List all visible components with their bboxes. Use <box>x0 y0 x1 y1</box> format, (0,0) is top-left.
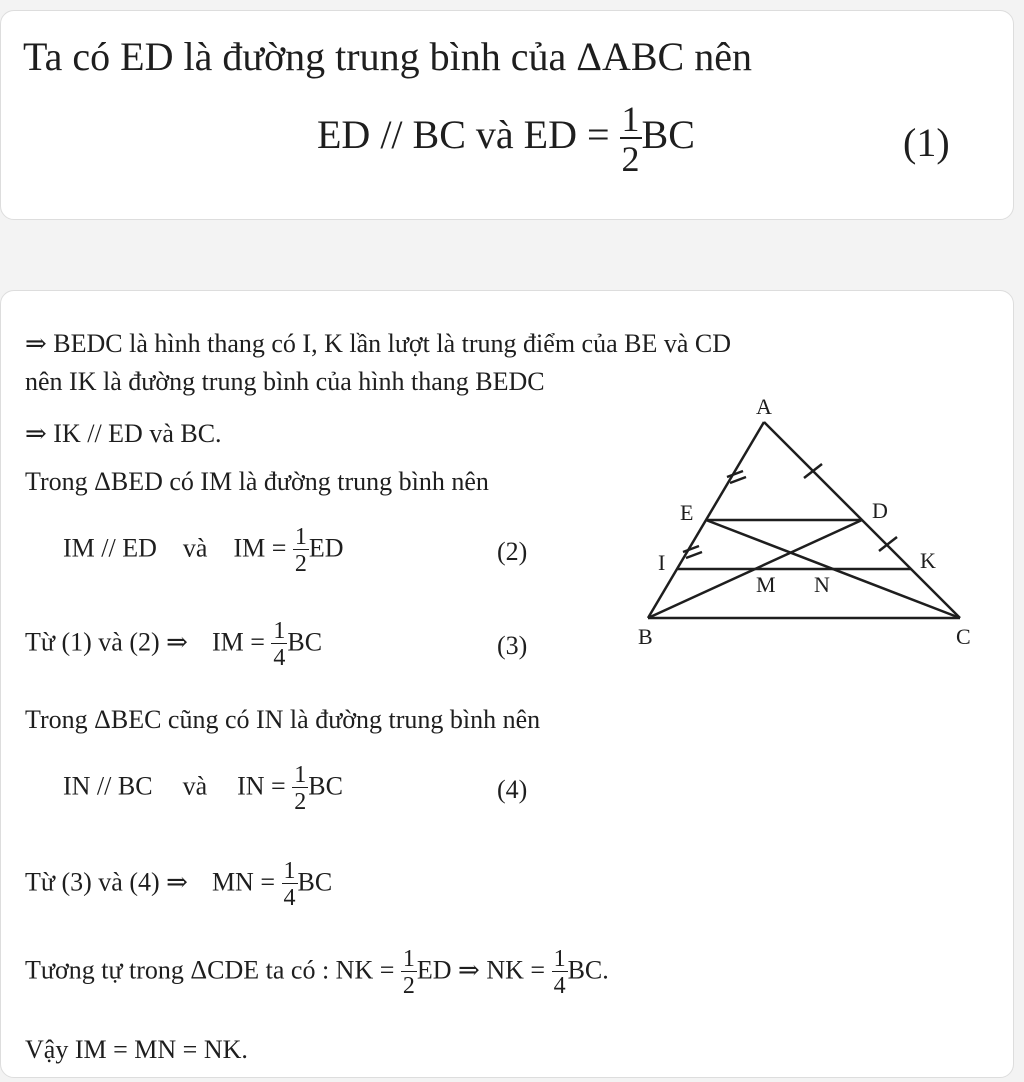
numerator: 1 <box>283 858 296 884</box>
numerator: 1 <box>294 762 307 788</box>
triangle-figure <box>630 392 980 662</box>
proof-line-4: Trong ΔBED có IM là đường trung bình nên <box>25 467 489 496</box>
eq5-part-d: BC <box>297 867 333 897</box>
denominator: 2 <box>402 973 415 999</box>
denominator: 4 <box>273 645 286 671</box>
equation-1 <box>317 101 695 177</box>
fraction-one-quarter <box>282 859 298 910</box>
equation-tag-1: (1) <box>903 120 950 165</box>
eq4-part-d: BC <box>308 771 343 801</box>
fraction-one-half <box>292 763 308 814</box>
fraction-one-half <box>293 525 309 576</box>
numerator: 1 <box>402 946 415 972</box>
eq3-part-d: BC <box>287 627 323 657</box>
equation-4 <box>63 763 343 814</box>
tick-ei-2 <box>686 552 702 558</box>
proof-line-3: ⇒ IK // ED và BC. <box>25 419 222 448</box>
label-n: N <box>814 572 830 597</box>
denominator: 2 <box>621 139 640 179</box>
eq2-part-a: IM // ED <box>63 533 157 563</box>
label-e: E <box>680 500 694 525</box>
eq4-part-a: IN // BC <box>63 771 153 801</box>
fraction-one-quarter <box>552 947 568 998</box>
numerator: 1 <box>553 946 566 972</box>
figure-lines <box>648 422 960 618</box>
numerator: 1 <box>294 524 307 550</box>
eq5-part-a: Từ (3) và (4) ⇒ <box>25 867 188 897</box>
eq2-part-d: ED <box>308 533 344 563</box>
eq3-part-c: IM = <box>211 627 265 657</box>
equation-tag-4: (4) <box>497 775 528 804</box>
label-d: D <box>872 498 888 523</box>
proof-line-1: ⇒ BEDC là hình thang có I, K lần lượt là trung điểm của BE và CD <box>25 329 731 358</box>
eq6-part-a: Tương tự trong ΔCDE ta có : NK = <box>25 955 395 985</box>
eq4-part-b: và <box>182 771 208 801</box>
denominator: 4 <box>283 885 296 911</box>
equation-tag-2: (2) <box>497 537 528 566</box>
proof-conclusion: Vậy IM = MN = NK. <box>25 1035 248 1064</box>
label-m: M <box>756 572 776 597</box>
fraction-one-half <box>620 101 642 177</box>
eq1-right: BC <box>641 112 695 158</box>
equation-2 <box>63 525 344 576</box>
label-c: C <box>956 624 971 649</box>
equation-3 <box>25 619 322 670</box>
intro-line: Ta có ED là đường trung bình của ΔABC nên <box>23 34 752 79</box>
eq1-left: ED // BC và ED = <box>317 112 610 158</box>
numerator: 1 <box>273 618 286 644</box>
eq5-part-c: MN = <box>211 867 275 897</box>
proof-line-2: nên IK là đường trung bình của hình thang BEDC <box>25 367 545 396</box>
label-b: B <box>638 624 653 649</box>
denominator: 2 <box>294 551 307 577</box>
eq6-part-c: BC. <box>567 955 609 985</box>
eq2-part-b: và <box>182 533 208 563</box>
numerator: 1 <box>621 99 640 139</box>
equation-5 <box>25 859 332 910</box>
proof-line-5: Trong ΔBEC cũng có IN là đường trung bình nên <box>25 705 541 734</box>
tick-ae-2 <box>730 477 746 483</box>
label-i: I <box>658 550 666 575</box>
equation-tag-3: (3) <box>497 631 528 660</box>
denominator: 4 <box>553 973 566 999</box>
eq6-part-b: ED ⇒ NK = <box>416 955 546 985</box>
fraction-one-half <box>401 947 417 998</box>
label-a: A <box>756 394 772 419</box>
equation-6 <box>25 947 609 998</box>
intro-card <box>0 10 1014 220</box>
eq2-part-c: IM = <box>233 533 287 563</box>
eq4-part-c: IN = <box>237 771 286 801</box>
label-k: K <box>920 548 936 573</box>
eq3-part-a: Từ (1) và (2) ⇒ <box>25 627 188 657</box>
fraction-one-quarter <box>271 619 287 670</box>
denominator: 2 <box>294 789 307 815</box>
